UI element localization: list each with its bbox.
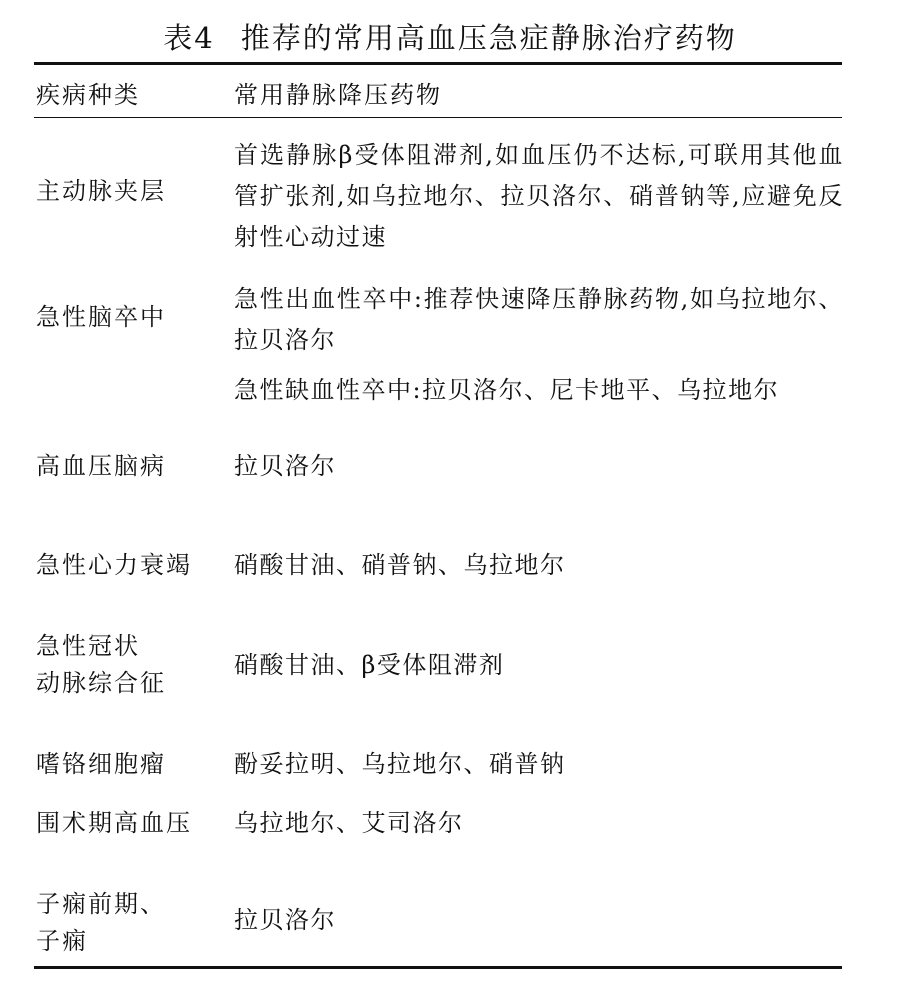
drug-text: 急性出血性卒中:推荐快速降压静脉药物,如乌拉地尔、拉贝洛尔: [234, 285, 844, 354]
disease-line: 主动脉夹层: [36, 177, 166, 205]
drug-cell: [234, 900, 844, 941]
table-top-rule: [34, 62, 842, 65]
disease-line: 动脉综合征: [36, 669, 166, 697]
disease-line: 急性冠状: [36, 632, 140, 660]
disease-cell: [36, 746, 216, 783]
drug-cell: [234, 803, 844, 844]
disease-cell: [36, 886, 216, 960]
disease-cell: [36, 547, 216, 584]
disease-cell: [36, 805, 216, 842]
drug-text: 拉贝洛尔: [234, 906, 336, 934]
disease-line: 子痫前期、: [36, 890, 166, 918]
table-label: 表4: [163, 21, 215, 55]
header-common-iv-drugs: 常用静脉降压药物: [234, 81, 442, 109]
table-title-text: 推荐的常用高血压急症静脉治疗药物: [240, 21, 737, 55]
table-title: [0, 16, 900, 57]
disease-cell: [36, 173, 216, 210]
drug-text: 酚妥拉明、乌拉地尔、硝普钠: [234, 750, 566, 778]
disease-cell: [36, 628, 216, 702]
drug-text: 硝酸甘油、β受体阻滞剂: [234, 651, 505, 679]
disease-line: 急性心力衰竭: [36, 551, 192, 579]
disease-line: 嗜铬细胞瘤: [36, 750, 166, 778]
drug-cell: [234, 370, 844, 411]
disease-cell: [36, 448, 216, 485]
drug-cell: [234, 545, 844, 586]
disease-line: 高血压脑病: [36, 452, 166, 480]
drug-text: 首选静脉β受体阻滞剂,如血压仍不达标,可联用其他血管扩张剂,如乌拉地尔、拉贝洛尔、硝普钠等,应避免反射性心动过速: [234, 141, 844, 251]
drug-text: 急性缺血性卒中:拉贝洛尔、尼卡地平、乌拉地尔: [234, 376, 780, 404]
drug-text: 乌拉地尔、艾司洛尔: [234, 809, 464, 837]
disease-line: 急性脑卒中: [36, 303, 166, 331]
drug-text: 拉贝洛尔: [234, 452, 336, 480]
drug-cell: [234, 446, 844, 487]
table-header-rule: [34, 117, 842, 118]
drug-cell: [234, 135, 844, 258]
drug-cell: [234, 645, 844, 686]
drug-cell: [234, 279, 844, 361]
table-bottom-rule: [34, 966, 842, 969]
header-disease-type: 疾病种类: [36, 81, 140, 109]
disease-line: 子痫: [36, 927, 88, 955]
drug-cell: [234, 744, 844, 785]
disease-line: 围术期高血压: [36, 809, 192, 837]
disease-cell: [36, 299, 216, 336]
drug-text: 硝酸甘油、硝普钠、乌拉地尔: [234, 551, 566, 579]
